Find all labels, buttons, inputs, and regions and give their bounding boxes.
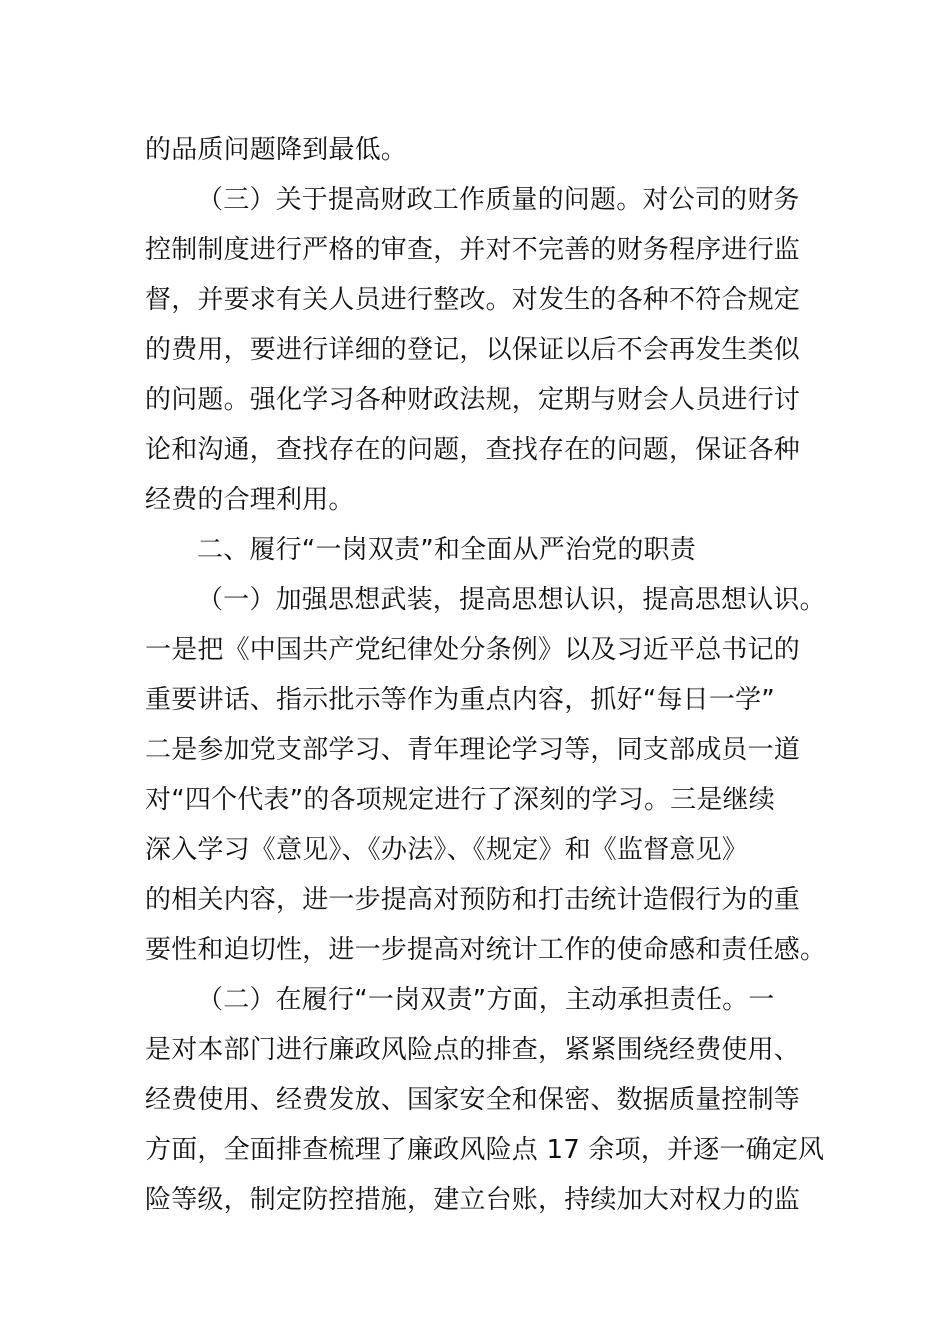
text-line: 经费使用、经费发放、国家安全和保密、数据质量控制等 xyxy=(145,1085,801,1115)
text-line: 的费用，要进行详细的登记，以保证以后不会再发生类似 xyxy=(145,335,801,365)
section-heading-3: （三）关于提高财政工作质量的问题。对公司的财务 xyxy=(197,185,800,215)
text-line: 的品质问题降到最低。 xyxy=(145,135,408,165)
text-line: 论和沟通，查找存在的问题，查找存在的问题，保证各种 xyxy=(145,435,801,465)
text-line: 是对本部门进行廉政风险点的排查，紧紧围绕经费使用、 xyxy=(145,1035,801,1065)
text-line: 的问题。强化学习各种财政法规，定期与财会人员进行讨 xyxy=(145,385,801,415)
text-line: 一是把《中国共产党纪律处分条例》以及习近平总书记的 xyxy=(145,635,801,665)
text-line: 对“四个代表”的各项规定进行了深刻的学习。三是继续 xyxy=(145,785,775,815)
text-line: 二是参加党支部学习、青年理论学习等，同支部成员一道 xyxy=(145,735,801,765)
section-heading-2: （二）在履行“一岗双责”方面，主动承担责任。一 xyxy=(197,985,775,1015)
text-line: 要性和迫切性，进一步提高对统计工作的使命感和责任感。 xyxy=(145,935,827,965)
text-line: 的相关内容，进一步提高对预防和打击统计造假行为的重 xyxy=(145,885,801,915)
chapter-heading-2: 二、履行“一岗双责”和全面从严治党的职责 xyxy=(197,535,696,565)
text-line: 控制制度进行严格的审查，并对不完善的财务程序进行监 xyxy=(145,235,801,265)
section-heading-1: （一）加强思想武装，提高思想认识，提高思想认识。 xyxy=(197,585,826,615)
text-line: 重要讲话、指示批示等作为重点内容，抓好“每日一学” xyxy=(145,685,775,715)
text-line: 经费的合理利用。 xyxy=(145,485,355,515)
text-line: 险等级，制定防控措施，建立台账，持续加大对权力的监 xyxy=(145,1185,801,1215)
text-line: 深入学习《意见》、《办法》、《规定》和《监督意见》 xyxy=(145,835,749,865)
text-line: 督，并要求有关人员进行整改。对发生的各种不符合规定 xyxy=(145,285,801,315)
text-line: 方面，全面排查梳理了廉政风险点 17 余项，并逐一确定风 xyxy=(145,1135,825,1165)
